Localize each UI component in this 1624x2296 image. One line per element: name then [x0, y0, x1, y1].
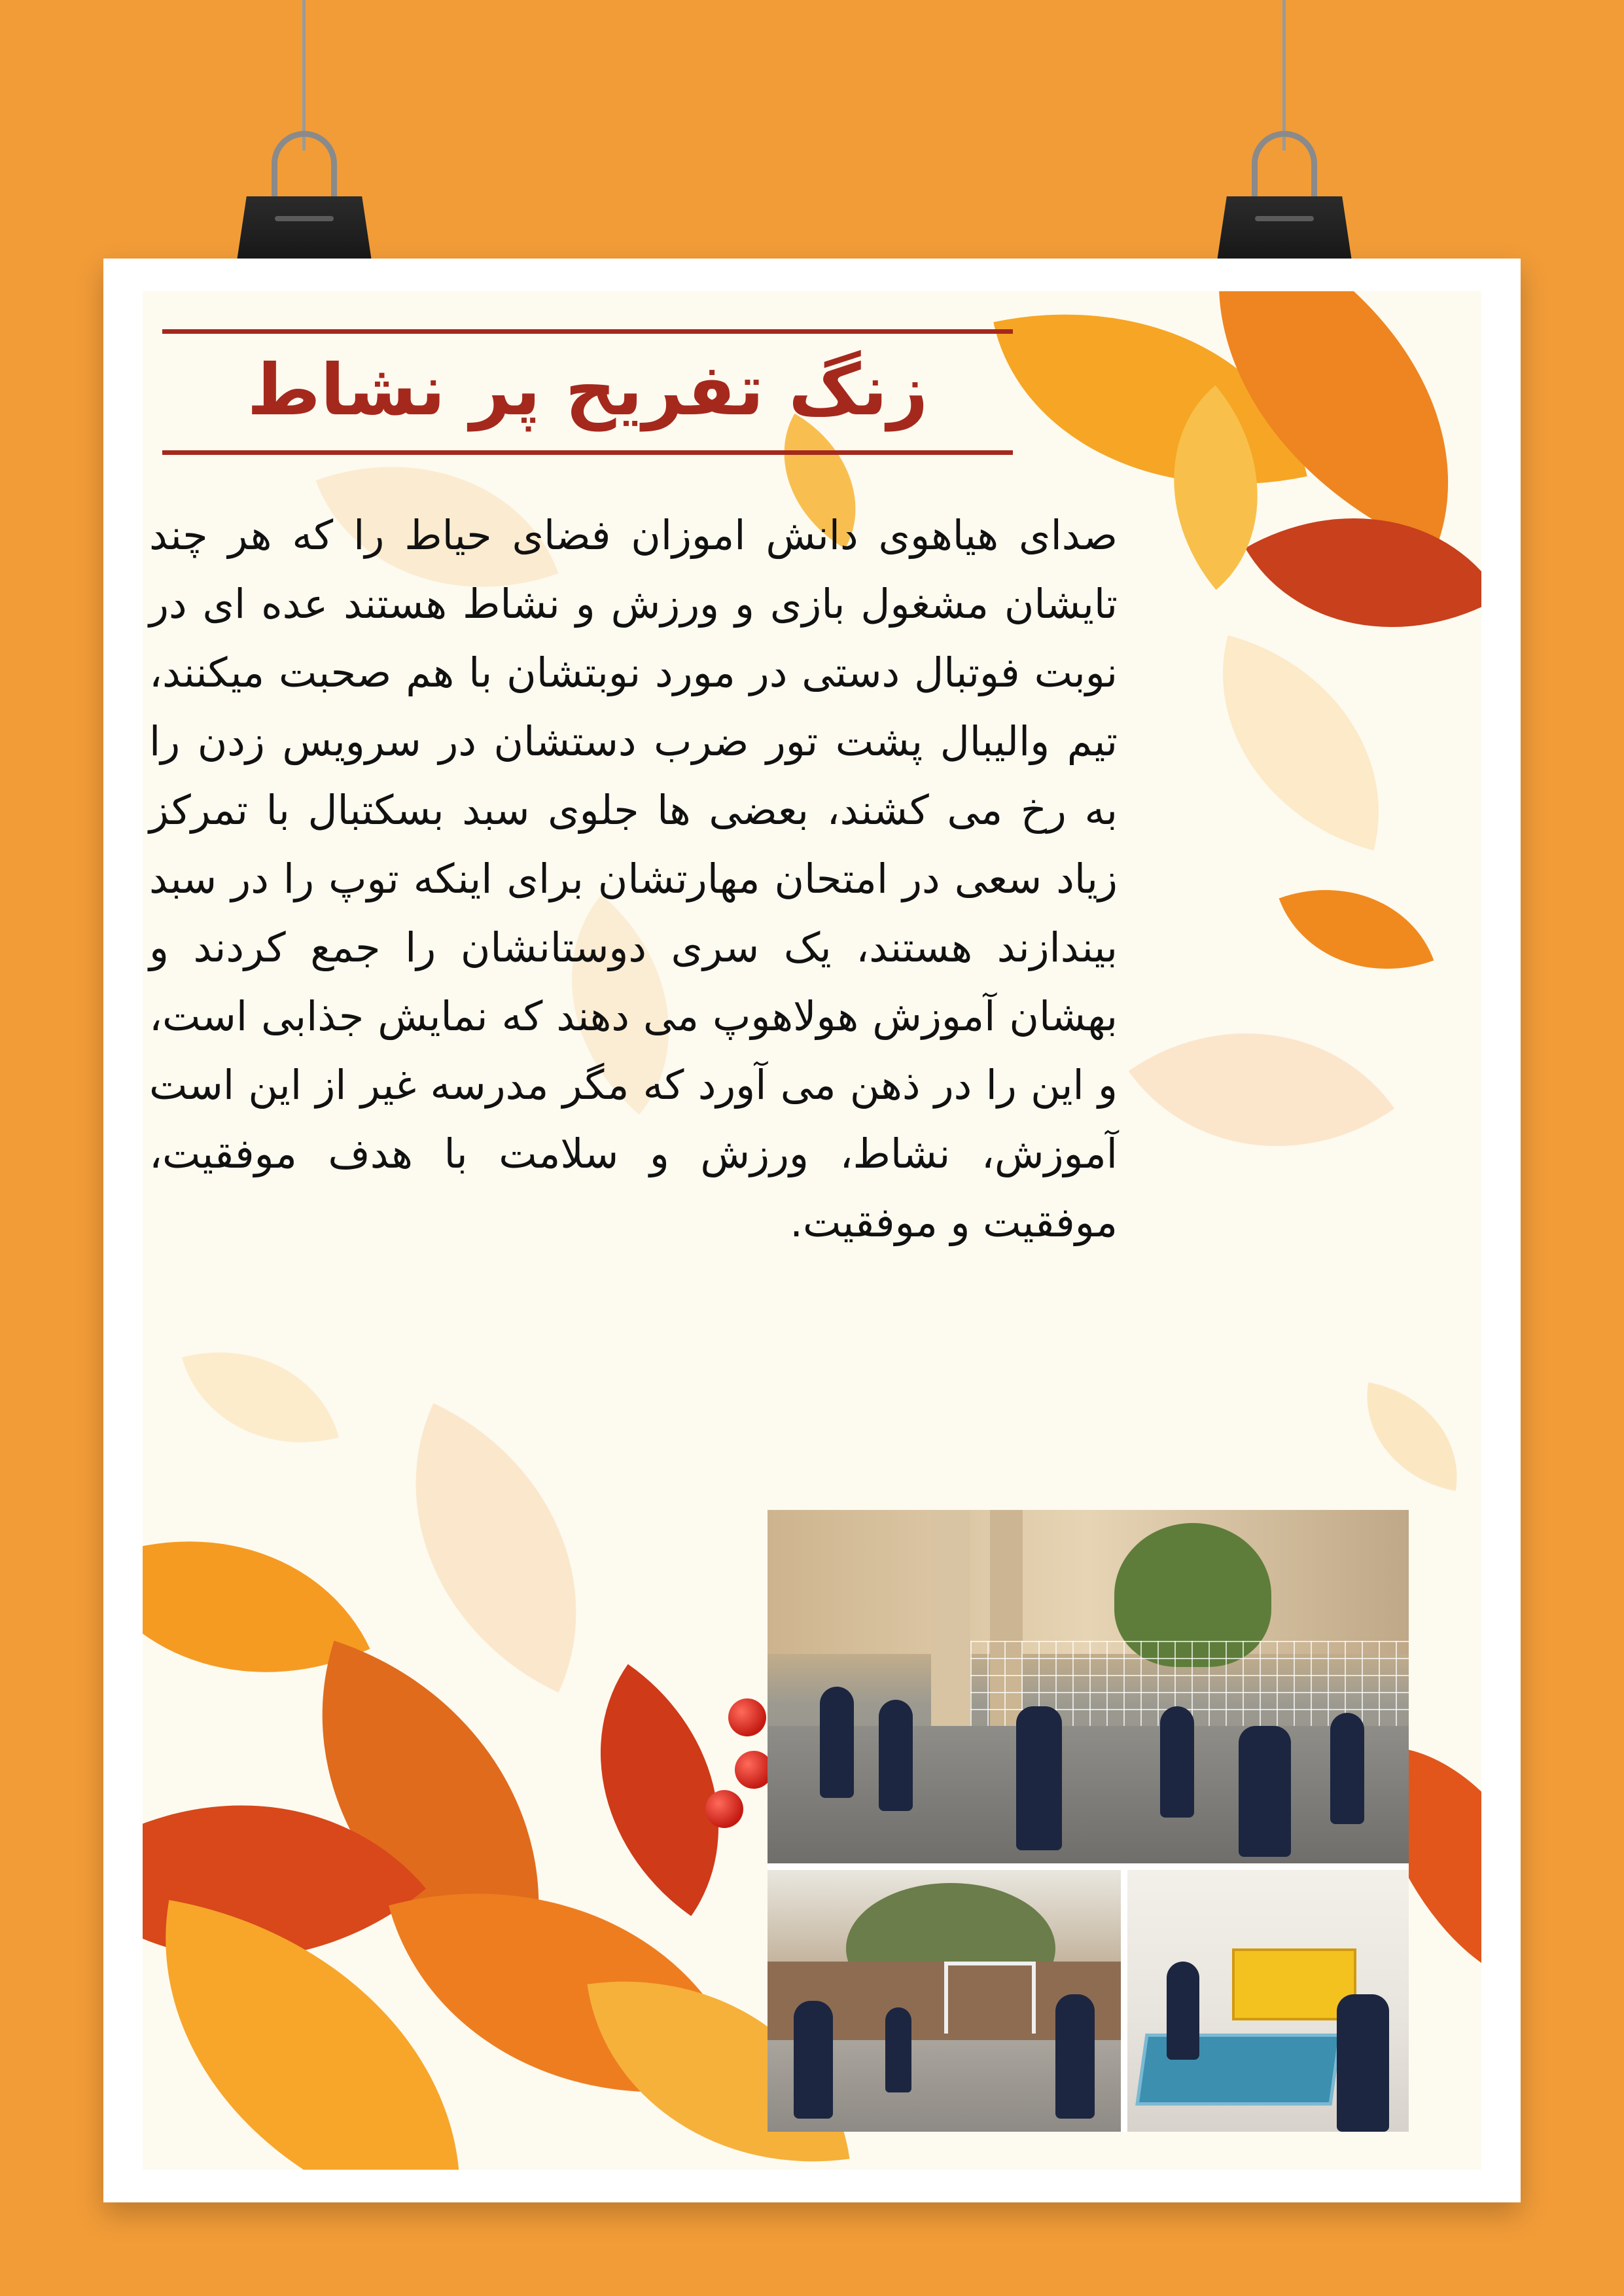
poster-content-area [143, 291, 1481, 2170]
autumn-leaf-icon [1279, 856, 1434, 1003]
poster-body-text: صدای هیاهوی دانش اموزان فضای حیاط را که هر چند تایشان مشغول بازی و ورزش و نشاط هستند عده ای در نوبت فوتبال دستی در مورد نوبتشان با هم صحبت میکنند، تیم والیبال پشت تور ضرب دستشان در سرویس زدن را به رخ می کشند، بعضی ها جلوی سبد بسکتبال با تمرکز زیاد سعی در امتحان مهارتشان برای اینکه توپ را در سبد بیندازند هستند، یک سری دوستانشان را جمع کردند و بهشان آموزش هولاهوپ می دهند که نمایش جذابی است، و این را در ذهن می آورد که مگر مدرسه غیر از این است آموزش، نشاط، ورزش و سلامت با هدف موفقیت، موفقیت و موفقیت. [149, 511, 1118, 1246]
student-figure [820, 1687, 854, 1798]
binder-clip-icon [1216, 124, 1353, 275]
student-figure [1167, 1962, 1199, 2060]
student-figure [1160, 1706, 1194, 1818]
poster-title: زنگ تفریح پر نشاط [247, 350, 928, 431]
student-figure [1239, 1726, 1291, 1857]
table-tennis-photo [1127, 1870, 1409, 2132]
poster-sheet [103, 259, 1521, 2202]
student-figure [885, 2007, 911, 2092]
faint-leaf-icon [1129, 958, 1394, 1221]
faint-leaf-icon [345, 1403, 647, 1693]
student-figure [1055, 1994, 1095, 2119]
faint-leaf-icon [1184, 636, 1417, 851]
binder-clip-icon [236, 124, 373, 275]
volleyball-photo [768, 1510, 1409, 1863]
basketball-photo [768, 1870, 1121, 2132]
student-figure [1337, 1994, 1389, 2132]
red-berry-icon [705, 1790, 743, 1828]
faint-leaf-icon [1352, 1382, 1472, 1491]
title-rule-bottom [162, 450, 1013, 455]
photo-collage [768, 1510, 1409, 2132]
faint-leaf-icon [182, 1323, 339, 1471]
red-berry-icon [728, 1698, 766, 1736]
student-figure [879, 1700, 913, 1811]
student-figure [1330, 1713, 1364, 1824]
student-figure [794, 2001, 833, 2119]
title-rule-top [162, 329, 1013, 334]
student-figure [1016, 1706, 1062, 1850]
